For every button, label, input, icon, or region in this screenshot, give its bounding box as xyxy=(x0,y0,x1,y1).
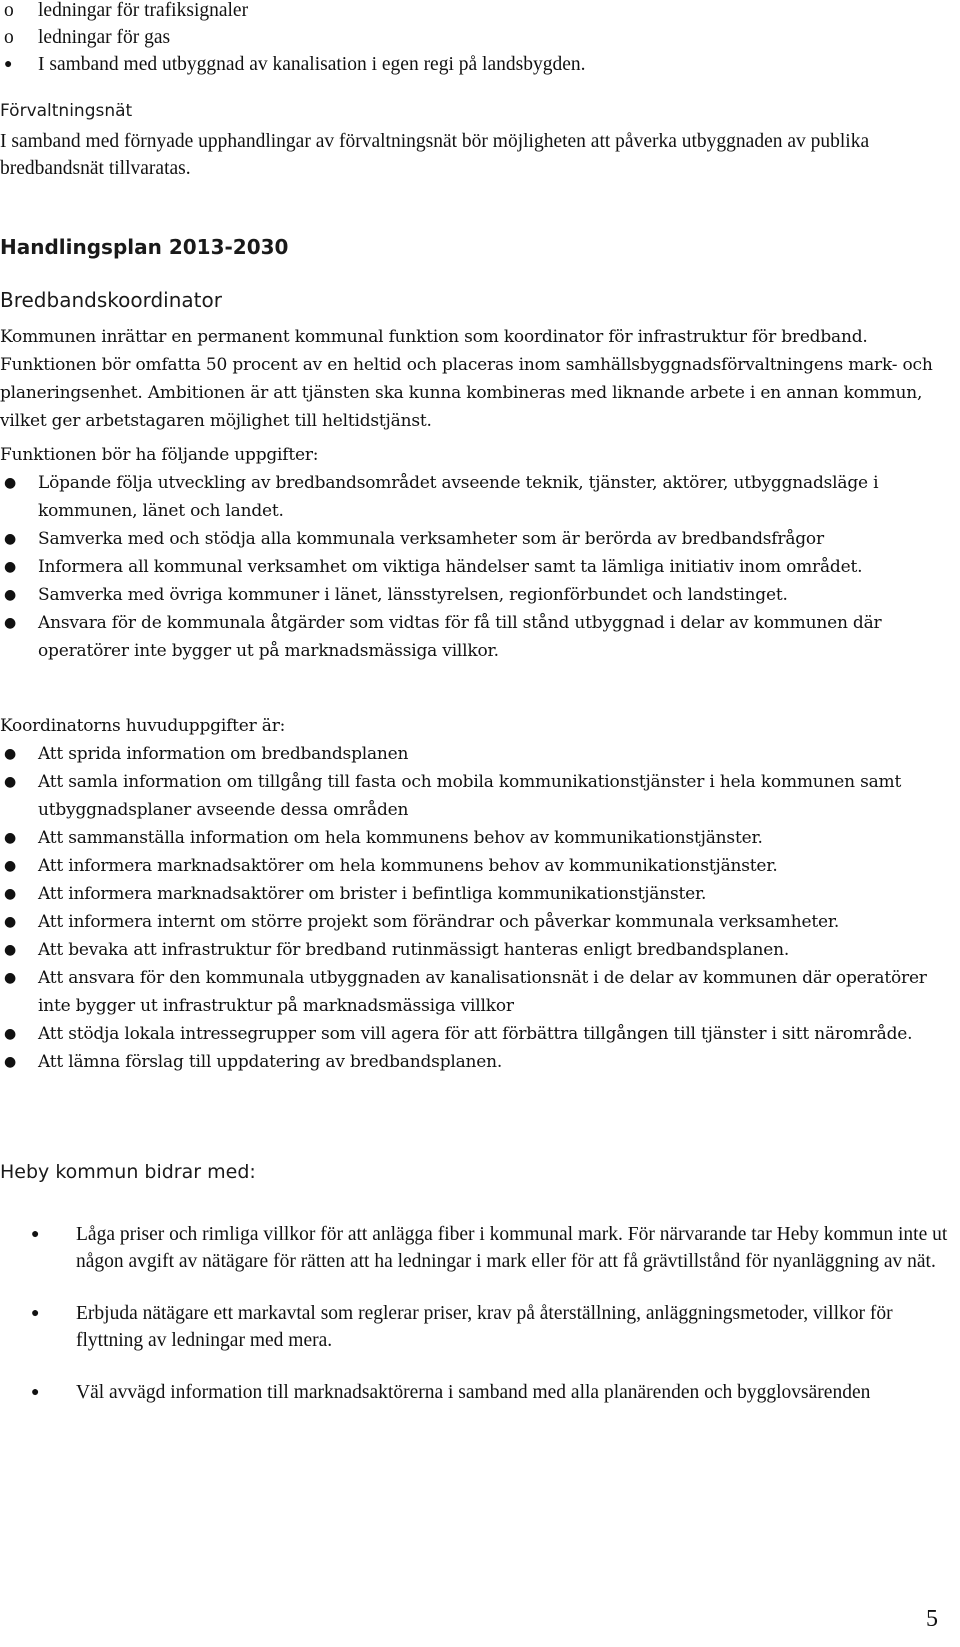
bullet-icon: ● xyxy=(4,886,17,902)
bullet-icon: ● xyxy=(4,615,17,631)
bullet-icon: ● xyxy=(4,830,17,846)
list-item: ● Ansvara för de kommunala åtgärder som vidtas för få till stånd utbyggnad i delar av kommunen där operatörer inte bygger ut på marknadsmässiga villkor. xyxy=(0,609,950,665)
bullet-icon: ● xyxy=(4,475,17,491)
list-item: ● Samverka med övriga kommuner i länet, länsstyrelsen, regionförbundet och landstinget. xyxy=(0,581,950,609)
list-item: ● Erbjuda nätägare ett markavtal som reglerar priser, krav på återställning, anläggningsmetoder, villkor för flyttning av ledningar med mera. xyxy=(0,1300,950,1354)
list-item: ● Samverka med och stödja alla kommunala verksamheter som är berörda av bredbandsfrågor xyxy=(0,525,950,553)
bullet-icon: ● xyxy=(4,57,13,72)
paragraph: I samband med förnyade upphandlingar av förvaltningsnät bör möjligheten att påverka utbyggnaden av publika bredbandsnät tillvaratas. xyxy=(0,131,870,179)
list-item: ● Att informera internt om större projekt som förändrar och påverkar kommunala verksamheter. xyxy=(0,908,950,936)
subtitle: Bredbandskoordinator xyxy=(0,288,222,312)
koordinator-list xyxy=(0,712,950,1076)
list-item: ● Att sprida information om bredbandsplanen xyxy=(0,740,950,768)
circle-bullet-icon: o xyxy=(4,0,14,21)
bullet-icon: ● xyxy=(4,531,17,547)
list-item: ● Att lämna förslag till uppdatering av bredbandsplanen. xyxy=(0,1048,950,1076)
bullet-icon: ● xyxy=(4,1026,17,1042)
tasks-list xyxy=(0,441,950,665)
list-intro: Koordinatorns huvuduppgifter är: xyxy=(0,716,286,736)
list-item: ● Att informera marknadsaktörer om brister i befintliga kommunikationstjänster. xyxy=(0,880,950,908)
heby-section xyxy=(0,1158,950,1186)
bullet-icon: ● xyxy=(4,942,17,958)
list-intro: Funktionen bör ha följande uppgifter: xyxy=(0,445,319,465)
bullet-icon: ● xyxy=(4,914,17,930)
bullet-icon: ● xyxy=(4,746,17,762)
section-heading: Heby kommun bidrar med: xyxy=(0,1161,256,1183)
list-item: ● Att ansvara för den kommunala utbyggnaden av kanalisationsnät i de delar av kommunen där operatörer inte bygger ut infrastruktur på marknadsmässiga villkor xyxy=(0,964,950,1020)
section-heading: Förvaltningsnät xyxy=(0,101,133,121)
list-item: ● Att bevaka att infrastruktur för bredband rutinmässigt hanteras enligt bredbandsplanen. xyxy=(0,936,950,964)
bullet-icon: ● xyxy=(4,559,17,575)
list-item: ● Att stödja lokala intressegrupper som vill agera för att förbättra tillgången till tjänster i sitt närområde. xyxy=(0,1020,950,1048)
bullet-icon: ● xyxy=(4,858,17,874)
circle-bullet-icon: o xyxy=(4,27,14,48)
list-item: ● Att informera marknadsaktörer om hela kommunens behov av kommunikationstjänster. xyxy=(0,852,950,880)
paragraph: Kommunen inrättar en permanent kommunal funktion som koordinator för infrastruktur för bredband. Funktionen bör omfatta 50 procent av en heltid och placeras inom samhällsbyggnadsförvaltningens mark- och planeringsenhet. Ambitionen är att tjänsten ska kunna kombineras med liknande arbete i en annan kommun, vilket ger arbetstagaren möjlighet till heltidstjänst. xyxy=(0,327,933,431)
list-item: ● Informera all kommunal verksamhet om viktiga händelser samt ta lämliga initiativ inom området. xyxy=(0,553,950,581)
page-title: Handlingsplan 2013-2030 xyxy=(0,235,289,259)
page-number: 5 xyxy=(926,1606,938,1632)
bullet-icon: ● xyxy=(31,1385,40,1400)
handlingsplan-section xyxy=(0,233,950,314)
list-item: ● Väl avvägd information till marknadsaktörerna i samband med alla planärenden och bygglovsärenden xyxy=(0,1379,950,1406)
top-list xyxy=(0,0,950,78)
bullet-icon: ● xyxy=(4,1054,17,1070)
list-item: ● I samband med utbyggnad av kanalisation i egen regi på landsbygden. xyxy=(0,51,950,78)
list-item: o ledningar för trafiksignaler xyxy=(0,0,950,24)
list-item: ● Att samla information om tillgång till fasta och mobila kommunikationstjänster i hela kommunen samt utbyggnadsplaner avseende dessa områden xyxy=(0,768,950,824)
bullet-icon: ● xyxy=(4,970,17,986)
bullet-icon: ● xyxy=(31,1227,40,1242)
list-item: ● Att sammanställa information om hela kommunens behov av kommunikationstjänster. xyxy=(0,824,950,852)
bullet-icon: ● xyxy=(4,774,17,790)
forvaltningsnat-section xyxy=(0,98,950,182)
list-item: ● Låga priser och rimliga villkor för att anlägga fiber i kommunal mark. För närvarande tar Heby kommun inte ut någon avgift av nätägare för rätten att ha ledningar i mark eller för att få grävtillstånd för nyanläggning av nät. xyxy=(0,1221,950,1275)
heby-list xyxy=(0,1221,950,1431)
list-item: ● Löpande följa utveckling av bredbandsområdet avseende teknik, tjänster, aktörer, utbyggnadsläge i kommunen, länet och landet. xyxy=(0,469,950,525)
bullet-icon: ● xyxy=(4,587,17,603)
list-item: o ledningar för gas xyxy=(0,24,950,51)
bullet-icon: ● xyxy=(31,1306,40,1321)
